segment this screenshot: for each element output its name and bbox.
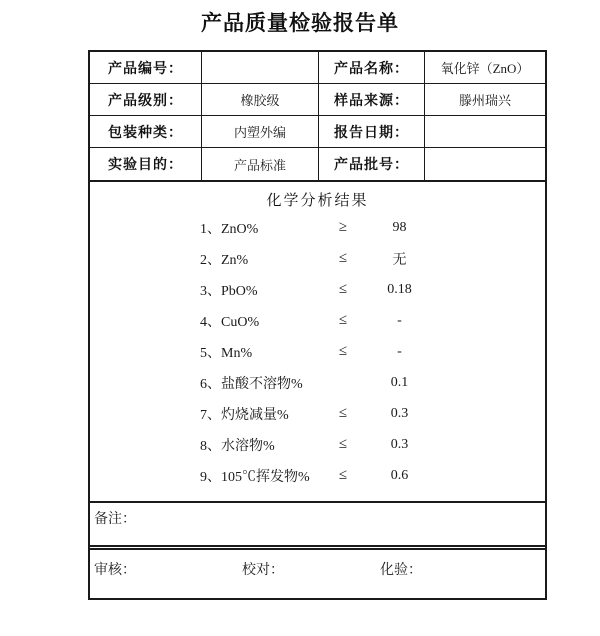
analysis-item-value: - bbox=[397, 343, 402, 359]
info-value-report-date bbox=[425, 116, 545, 148]
analysis-row bbox=[90, 367, 545, 398]
analysis-item-operator: ≥ bbox=[338, 219, 348, 235]
analysis-item-label: 2、Zn% bbox=[200, 252, 249, 268]
analysis-section bbox=[90, 182, 545, 503]
analysis-item-value: 98 bbox=[392, 219, 407, 235]
analysis-item-value: 0.3 bbox=[390, 405, 409, 421]
analysis-row bbox=[90, 305, 545, 336]
info-label-product-code: 产品编号： bbox=[90, 52, 202, 84]
info-value-product-grade: 橡胶级 bbox=[202, 84, 319, 116]
remarks-row bbox=[90, 503, 545, 550]
analysis-row bbox=[90, 398, 545, 429]
analysis-item-operator: ≤ bbox=[338, 467, 348, 483]
analysis-row bbox=[90, 274, 545, 305]
info-value-packaging-type: 内塑外编 bbox=[202, 116, 319, 148]
tester-label: 化验： bbox=[380, 563, 422, 578]
analysis-item-label: 8、水溶物% bbox=[200, 438, 275, 454]
info-value-sample-source: 滕州瑞兴 bbox=[425, 84, 545, 116]
reviewer-label: 审核： bbox=[94, 563, 136, 578]
analysis-item-label: 1、ZnO% bbox=[200, 221, 259, 237]
analysis-row bbox=[90, 243, 545, 274]
info-value-product-name: 氧化锌（ZnO） bbox=[425, 52, 545, 84]
info-label-sample-source: 样品来源： bbox=[319, 84, 425, 116]
info-label-test-purpose: 实验目的： bbox=[90, 148, 202, 180]
analysis-item-value: 0.6 bbox=[390, 467, 409, 483]
analysis-item-value: 0.3 bbox=[390, 436, 409, 452]
analysis-item-value: 0.18 bbox=[387, 281, 412, 297]
signature-row bbox=[90, 550, 545, 598]
analysis-item-label: 7、灼烧减量% bbox=[200, 407, 289, 423]
report-table bbox=[88, 50, 547, 600]
analysis-item-operator: ≤ bbox=[338, 250, 348, 266]
analysis-item-value: 无 bbox=[392, 252, 407, 268]
info-grid bbox=[90, 52, 545, 182]
info-label-batch-number: 产品批号： bbox=[319, 148, 425, 180]
analysis-item-operator: ≤ bbox=[338, 343, 348, 359]
info-value-product-code bbox=[202, 52, 319, 84]
analysis-item-label: 9、105℃挥发物% bbox=[200, 469, 310, 485]
remarks-label: 备注： bbox=[94, 512, 136, 527]
info-value-test-purpose: 产品标准 bbox=[202, 148, 319, 180]
analysis-section-title: 化学分析结果 bbox=[266, 193, 369, 209]
analysis-row bbox=[90, 460, 545, 491]
info-label-product-grade: 产品级别： bbox=[90, 84, 202, 116]
analysis-item-label: 5、Mn% bbox=[200, 345, 253, 361]
info-value-batch-number bbox=[425, 148, 545, 180]
analysis-item-label: 3、PbO% bbox=[200, 283, 258, 299]
analysis-item-label: 6、盐酸不溶物% bbox=[200, 376, 303, 392]
analysis-item-value: - bbox=[397, 312, 402, 328]
analysis-row bbox=[90, 429, 545, 460]
analysis-item-value: 0.1 bbox=[390, 374, 409, 390]
info-label-packaging-type: 包装种类： bbox=[90, 116, 202, 148]
analysis-item-operator: ≤ bbox=[338, 436, 348, 452]
analysis-item-operator: ≤ bbox=[338, 405, 348, 421]
analysis-item-label: 4、CuO% bbox=[200, 314, 260, 330]
page-title: 产品质量检验报告单 bbox=[201, 12, 399, 35]
info-label-product-name: 产品名称： bbox=[319, 52, 425, 84]
analysis-item-operator: ≤ bbox=[338, 281, 348, 297]
proofreader-label: 校对： bbox=[242, 563, 284, 578]
analysis-row bbox=[90, 212, 545, 243]
analysis-item-operator: ≤ bbox=[338, 312, 348, 328]
analysis-row bbox=[90, 336, 545, 367]
info-label-report-date: 报告日期： bbox=[319, 116, 425, 148]
